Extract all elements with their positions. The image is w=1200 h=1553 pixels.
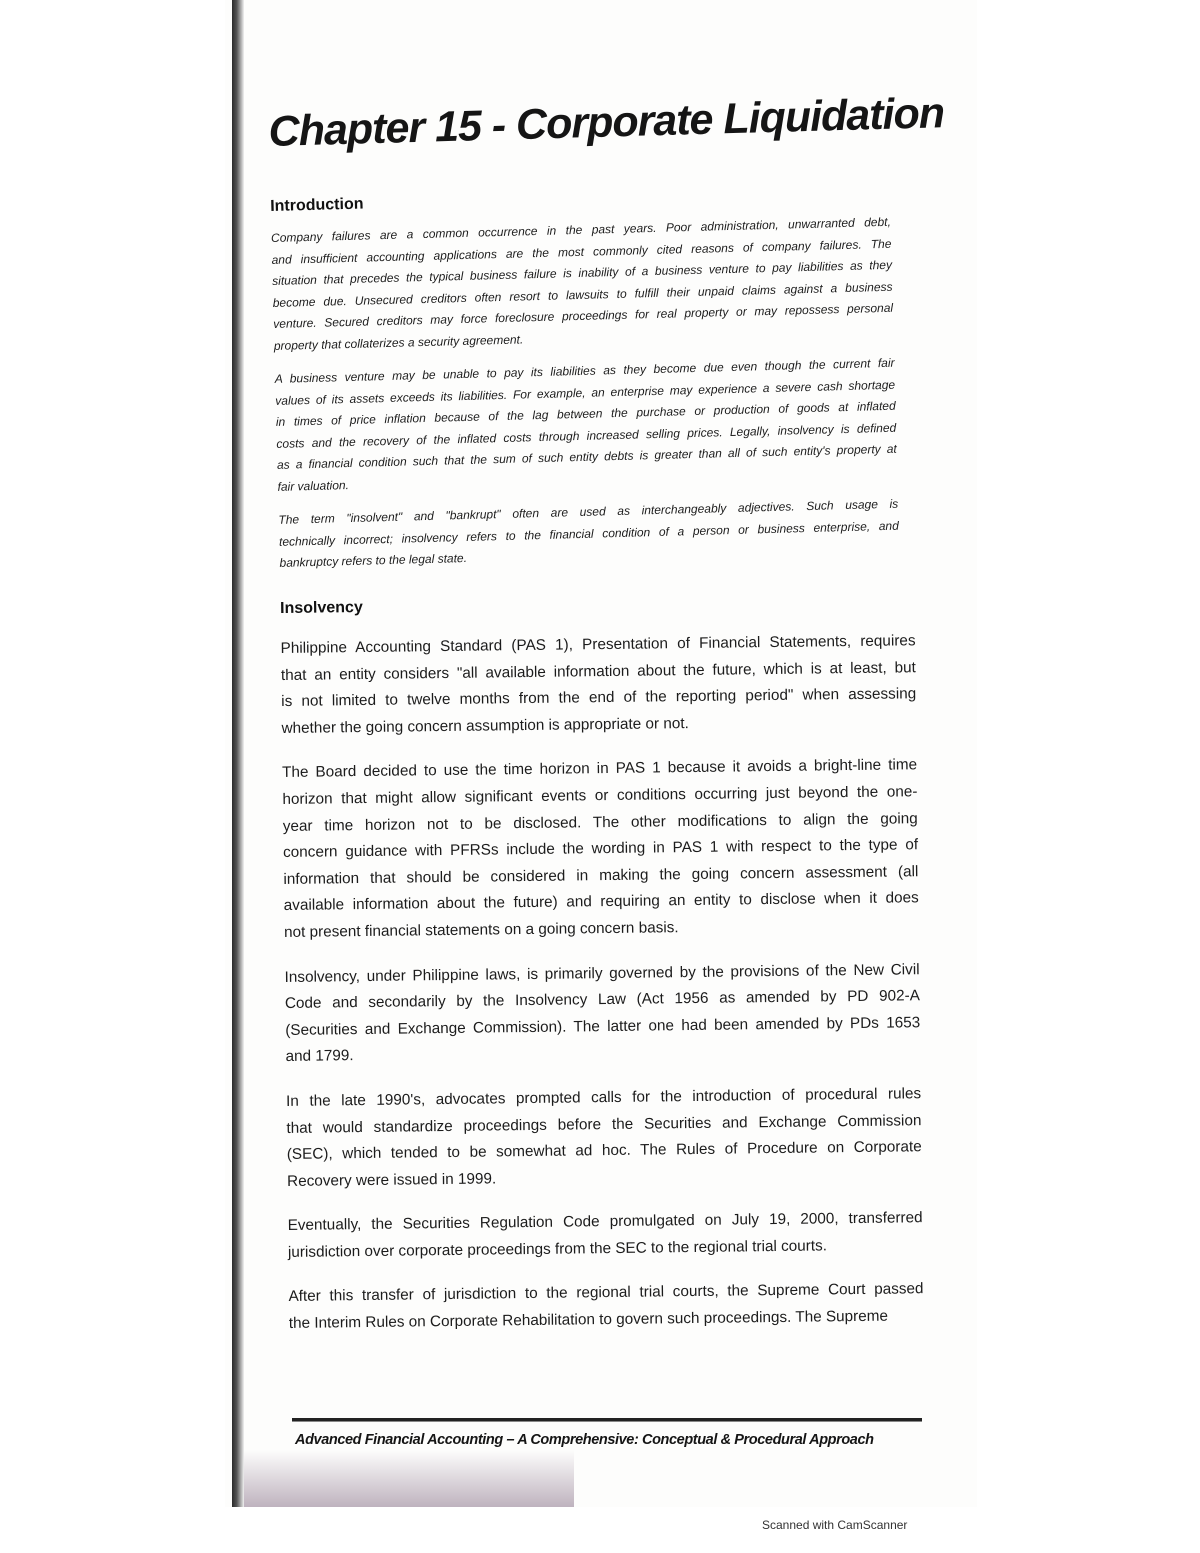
text-line: information that should be considered in making the going concern assessment (all bbox=[283, 862, 919, 888]
paragraph bbox=[271, 212, 894, 357]
text-line: A business venture may be unable to pay its liabilities as they become due even though the current fair bbox=[274, 355, 895, 386]
introduction-section bbox=[270, 182, 900, 587]
text-line: available information about the future) and requiring an entity to disclose when it does bbox=[283, 889, 919, 915]
text-line: situation that precedes the typical business failure is inability of a business venture to pay liabilities as they bbox=[271, 257, 893, 288]
paragraph bbox=[282, 753, 919, 947]
text-line: values of its assets exceeds its liabilities. For example, an enterprise may experience a severe cash shortage bbox=[275, 377, 896, 408]
text-line: concern guidance with PFRSs include the wording in PAS 1 with respect to the type of bbox=[282, 836, 919, 862]
paragraph bbox=[288, 1277, 924, 1338]
text-line: in times of price inflation because of the lag between the purchase or production of goods at inflated bbox=[275, 398, 896, 429]
text-line: Philippine Accounting Standard (PAS 1), Presentation of Financial Statements, requires bbox=[280, 632, 916, 657]
text-line: as a financial condition such that the sum of such entity debts is greater than all of such entity's property at bbox=[276, 441, 897, 472]
scan-shadow bbox=[244, 1450, 574, 1507]
text-line: Eventually, the Securities Regulation Code promulgated on July 19, 2000, transferred bbox=[287, 1209, 923, 1235]
paragraph bbox=[274, 353, 897, 498]
text-line: is not limited to twelve months from the end of the reporting period" when assessing bbox=[281, 685, 917, 711]
paragraph bbox=[287, 1205, 923, 1266]
book-spine-shadow bbox=[232, 0, 244, 1507]
book-title-footer: Advanced Financial Accounting – A Comprehensive: Conceptual & Procedural Approach bbox=[295, 1432, 874, 1448]
insolvency-section bbox=[280, 592, 924, 1355]
introduction-body bbox=[271, 212, 900, 575]
text-line: costs and the recovery of the inflated costs through increased selling prices. Legally, insolvency is defined bbox=[276, 420, 897, 451]
text-line: whether the going concern assumption is appropriate or not. bbox=[281, 714, 689, 737]
text-line: (SEC), which tended to be somewhat ad hoc. The Rules of Procedure on Corporate bbox=[286, 1138, 922, 1164]
text-line: jurisdiction over corporate proceedings from the SEC to the regional trial courts. bbox=[287, 1237, 828, 1261]
text-line: Insolvency, under Philippine laws, is primarily governed by the provisions of the New Civil bbox=[284, 960, 920, 986]
text-line: Recovery were issued in 1999. bbox=[286, 1170, 497, 1190]
text-line: After this transfer of jurisdiction to the regional trial courts, the Supreme Court passed bbox=[288, 1280, 924, 1306]
text-line: the Interim Rules on Corporate Rehabilitation to govern such proceedings. The Supreme bbox=[288, 1307, 889, 1333]
text-line: horizon that might allow significant events or conditions occurring just beyond the one- bbox=[282, 783, 918, 808]
paragraph bbox=[284, 957, 920, 1071]
insolvency-heading: Insolvency bbox=[280, 598, 363, 617]
footer-rule bbox=[292, 1418, 922, 1422]
text-line: not present financial statements on a going concern basis. bbox=[283, 919, 679, 941]
text-line: The term "insolvent" and "bankrupt" often are used as interchangeably adjectives. Such usage is bbox=[278, 496, 899, 527]
text-line: that an entity considers "all available information about the future, which is at least, but bbox=[280, 658, 916, 684]
paragraph bbox=[278, 494, 899, 575]
text-line: bankruptcy refers to the legal state. bbox=[279, 550, 468, 570]
text-line: become due. Unsecured creditors often resort to lawsuits to fulfill their unpaid claims against a business bbox=[272, 279, 893, 310]
paragraph bbox=[280, 628, 916, 742]
text-line: venture. Secured creditors may force foreclosure proceedings for real property or may repossess personal bbox=[273, 300, 894, 331]
text-line: year time horizon not to be disclosed. The other modifications to align the going bbox=[282, 809, 918, 835]
text-line: The Board decided to use the time horizon in PAS 1 because it avoids a bright-line time bbox=[282, 756, 918, 782]
text-line: Company failures are a common occurrence in the past years. Poor administration, unwarranted debt, bbox=[270, 214, 892, 245]
text-line: technically incorrect; insolvency refers to the financial condition of a person or business enterprise, and bbox=[278, 518, 899, 549]
camscanner-watermark: Scanned with CamScanner bbox=[762, 1518, 908, 1532]
text-line: and 1799. bbox=[285, 1047, 354, 1066]
introduction-heading: Introduction bbox=[270, 195, 364, 215]
text-line: (Securities and Exchange Commission). The latter one had been amended by PDs 1653 bbox=[285, 1013, 921, 1039]
text-line: fair valuation. bbox=[277, 477, 350, 494]
insolvency-body bbox=[280, 628, 924, 1337]
paragraph bbox=[286, 1081, 922, 1195]
text-line: Code and secondarily by the Insolvency Law (Act 1956 as amended by PD 902-A bbox=[284, 987, 920, 1013]
text-line: that would standardize proceedings before the Securities and Exchange Commission bbox=[286, 1111, 922, 1137]
text-line: property that collaterizes a security agreement. bbox=[273, 331, 524, 353]
chapter-title: Chapter 15 - Corporate Liquidation bbox=[268, 89, 945, 156]
text-line: In the late 1990's, advocates prompted calls for the introduction of procedural rules bbox=[286, 1085, 922, 1110]
text-line: and insufficient accounting applications are the most commonly cited reasons of company failures. The bbox=[271, 236, 892, 267]
